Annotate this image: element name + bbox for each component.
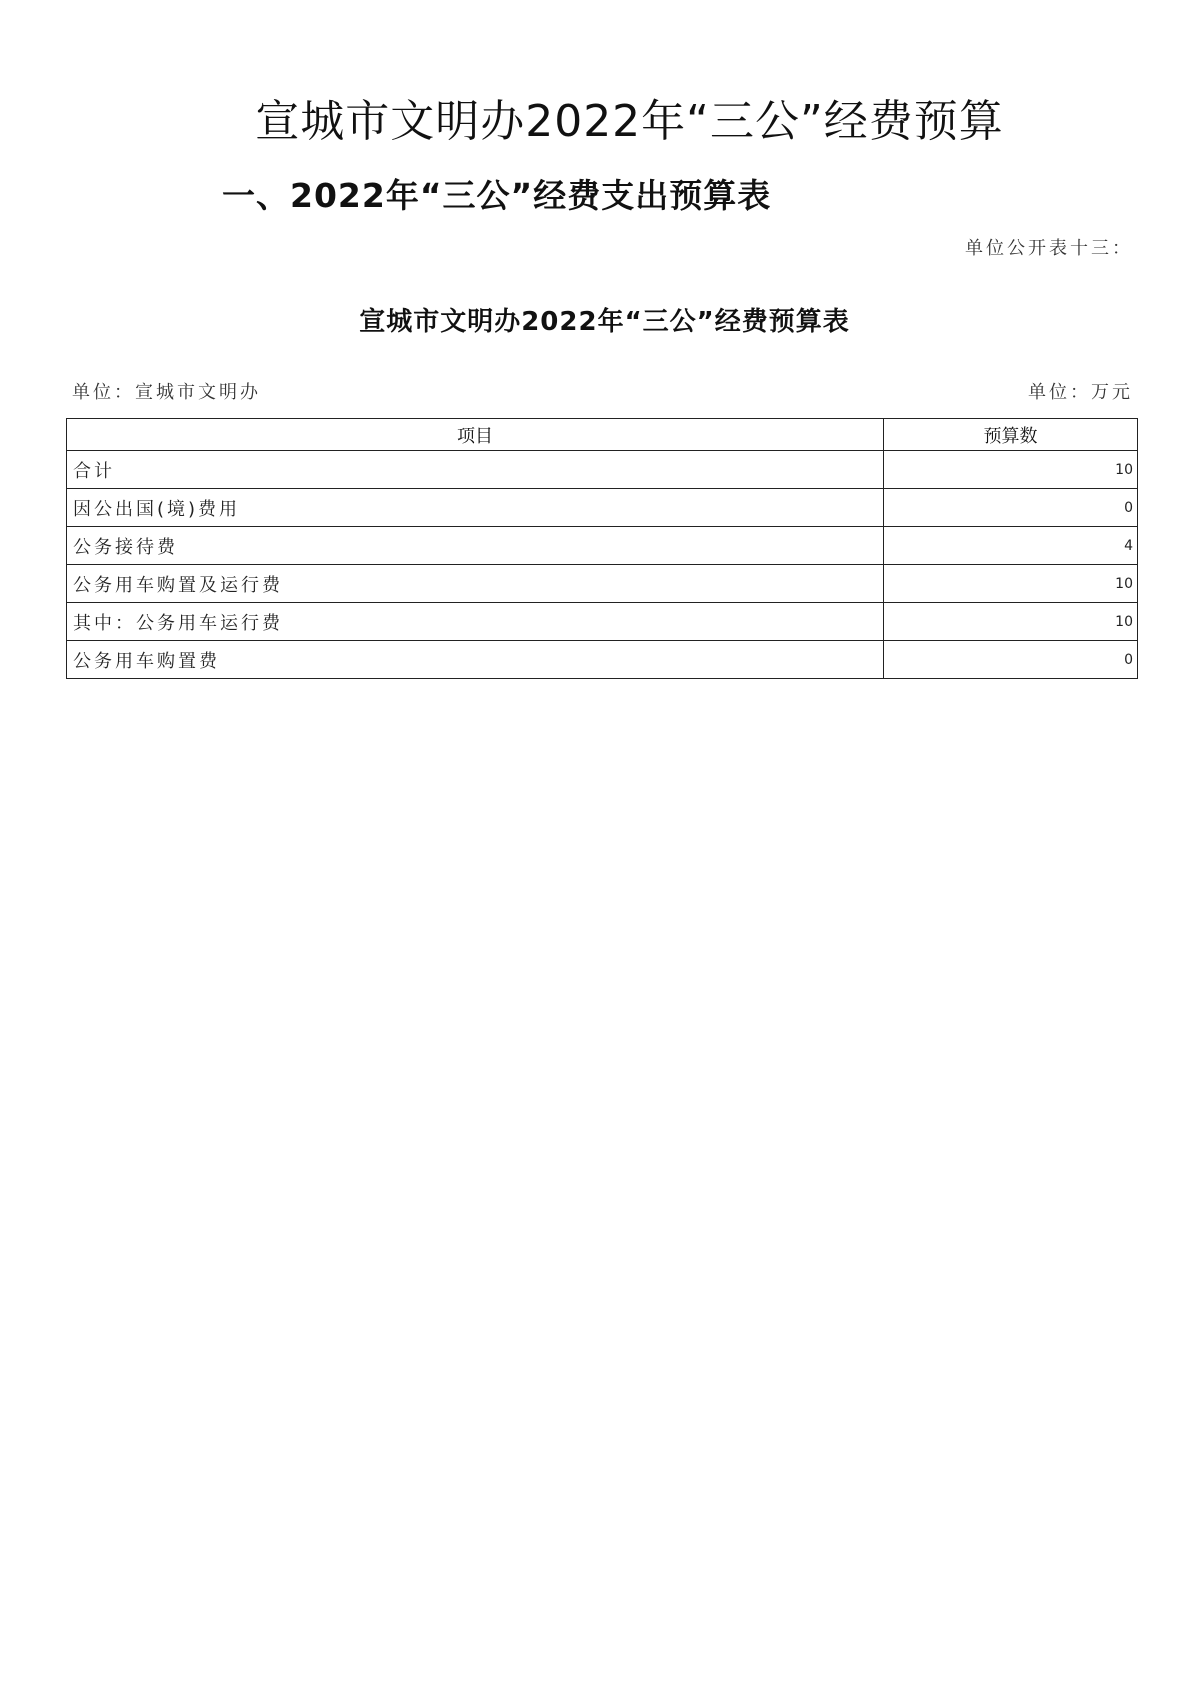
header-amount: 预算数 xyxy=(884,419,1138,451)
table-row xyxy=(67,641,1138,679)
row-amount: 10 xyxy=(884,565,1138,603)
table-title: 宣城市文明办2022年“三公”经费预算表 xyxy=(359,307,850,337)
row-amount: 10 xyxy=(884,451,1138,489)
row-item-label: 合计 xyxy=(67,451,884,489)
unit-organization: 单位：宣城市文明办 xyxy=(72,382,261,403)
budget-table xyxy=(66,418,1138,679)
table-row xyxy=(67,451,1138,489)
table-row xyxy=(67,527,1138,565)
row-amount: 4 xyxy=(884,527,1138,565)
row-amount: 10 xyxy=(884,603,1138,641)
unit-currency: 单位：万元 xyxy=(1028,382,1133,403)
table-header-row xyxy=(67,419,1138,451)
row-item-label: 公务接待费 xyxy=(67,527,884,565)
table-row xyxy=(67,565,1138,603)
row-item-label: 因公出国(境)费用 xyxy=(67,489,884,527)
form-code: 单位公开表十三： xyxy=(965,238,1133,259)
table-row xyxy=(67,603,1138,641)
main-title: 宣城市文明办2022年“三公”经费预算 xyxy=(255,96,1004,147)
row-amount: 0 xyxy=(884,641,1138,679)
section-title: 一、2022年“三公”经费支出预算表 xyxy=(222,176,772,215)
row-item-label: 公务用车购置费 xyxy=(67,641,884,679)
header-item: 项目 xyxy=(67,419,884,451)
row-amount: 0 xyxy=(884,489,1138,527)
row-item-label: 公务用车购置及运行费 xyxy=(67,565,884,603)
table-row xyxy=(67,489,1138,527)
row-item-label: 其中：公务用车运行费 xyxy=(67,603,884,641)
